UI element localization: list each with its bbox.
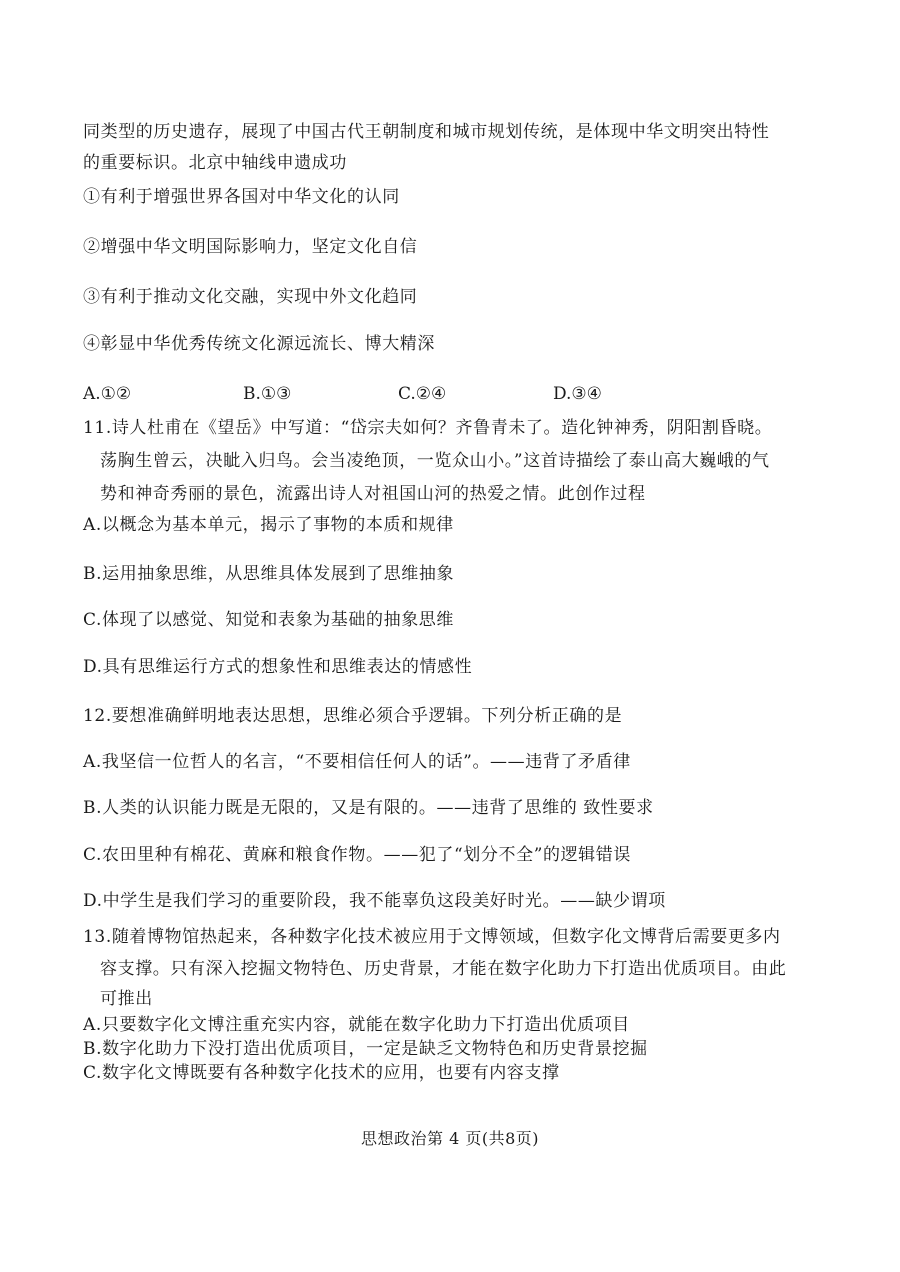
q11-stem-line: 荡胸生曾云，决眦入归鸟。会当凌绝顶，一览众山小。”这首诗描绘了泰山高大巍峨的气	[100, 451, 770, 471]
q10-statement: ②增强中华文明国际影响力，坚定文化自信	[83, 237, 418, 257]
q10-choice-c: C.②④	[398, 384, 447, 404]
q13-stem-line: 13.随着博物馆热起来，各种数字化技术被应用于文博领域，但数字化文博背后需要更多内	[83, 927, 781, 947]
q10-choice-d: D.③④	[553, 384, 602, 404]
q12-option-c: C.农田里种有棉花、黄麻和粮食作物。——犯了“划分不全”的逻辑错误	[83, 845, 631, 865]
q13-stem-line: 可推出	[100, 989, 153, 1009]
q10-choice-a: A.①②	[83, 384, 132, 404]
q11-option-b: B.运用抽象思维，从思维具体发展到了思维抽象	[83, 564, 455, 584]
q11-option-a: A.以概念为基本单元，揭示了事物的本质和规律	[83, 515, 454, 535]
q10-stem-line: 同类型的历史遗存，展现了中国古代王朝制度和城市规划传统，是体现中华文明突出特性	[83, 122, 770, 142]
q11-option-c: C.体现了以感觉、知觉和表象为基础的抽象思维	[83, 610, 455, 630]
q11-stem-line: 势和神奇秀丽的景色，流露出诗人对祖国山河的热爱之情。此创作过程	[100, 484, 646, 504]
q13-option-b: B.数字化助力下没打造出优质项目，一定是缺乏文物特色和历史背景挖掘	[83, 1039, 648, 1059]
q12-option-a: A.我坚信一位哲人的名言，“不要相信任何人的话”。——违背了矛盾律	[83, 752, 631, 772]
q12-stem: 12.要想准确鲜明地表达思想，思维必须合乎逻辑。下列分析正确的是	[83, 706, 623, 726]
q10-choice-b: B.①③	[243, 384, 292, 404]
page-footer: 思想政治第 4 页(共8页)	[360, 1129, 540, 1148]
q10-statement: ④彰显中华优秀传统文化源远流长、博大精深	[83, 334, 435, 354]
q13-option-a: A.只要数字化文博注重充实内容，就能在数字化助力下打造出优质项目	[83, 1015, 630, 1035]
q10-statement: ①有利于增强世界各国对中华文化的认同	[83, 187, 400, 207]
q11-stem-line: 11.诗人杜甫在《望岳》中写道：“岱宗夫如何？齐鲁青未了。造化钟神秀，阴阳割昏晓。	[83, 418, 773, 438]
q11-option-d: D.具有思维运行方式的想象性和思维表达的情感性	[83, 657, 473, 677]
q13-option-c: C.数字化文博既要有各种数字化技术的应用，也要有内容支撑	[83, 1063, 560, 1083]
q10-statement: ③有利于推动文化交融，实现中外文化趋同	[83, 287, 418, 307]
q10-stem-line: 的重要标识。北京中轴线申遗成功	[83, 153, 347, 173]
q12-option-d: D.中学生是我们学习的重要阶段，我不能辜负这段美好时光。——缺少谓项	[83, 891, 666, 911]
q12-option-b: B.人类的认识能力既是无限的，又是有限的。——违背了思维的 致性要求	[83, 798, 654, 818]
q13-stem-line: 容支撑。只有深入挖掘文物特色、历史背景，才能在数字化助力下打造出优质项目。由此	[100, 959, 787, 979]
